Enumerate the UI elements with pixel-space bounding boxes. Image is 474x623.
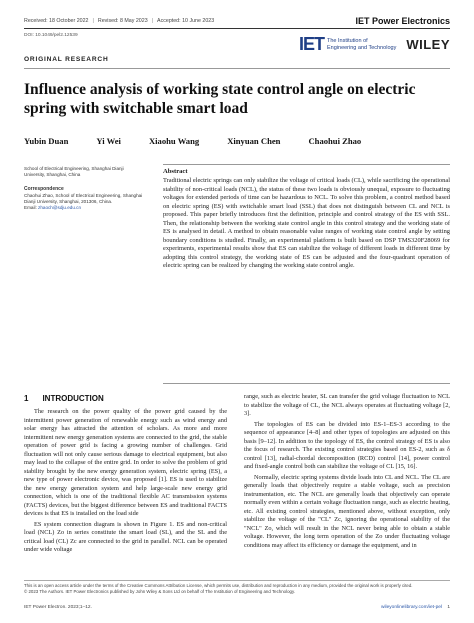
footer-right: [381, 605, 450, 610]
body-paragraph: range, such as electric heater, SL can transfer the grid voltage fluctuation to NCL to stabilize the voltage of CL, the NCL always operates at fluctuating voltage [2, 3].: [244, 393, 450, 417]
article-header: [24, 16, 450, 28]
email-label: Email:: [24, 205, 37, 210]
section-number: 1: [24, 394, 29, 403]
section-title: INTRODUCTION: [42, 394, 104, 403]
iet-logo-mark: IET: [298, 34, 324, 54]
wiley-logo[interactable]: WILEY: [406, 37, 450, 52]
affiliation-sidebar: [24, 166, 144, 211]
license-footnote: [24, 583, 450, 594]
body-paragraph: ES system connection diagram is shown in Figure 1. ES and non-critical load (NCL) Zo in series constitute the smart load (SL), and the SL and the critical load (CL) Zc are connected to the grid in parallel. NCL can be operated under wide voltage: [24, 520, 227, 553]
footnote-rule: [24, 580, 450, 581]
author-name[interactable]: Xinyuan Chen: [227, 136, 281, 146]
author-name[interactable]: Chaohui Zhao: [308, 136, 362, 146]
license-text: This is an open access article under the terms of the Creative Commons Attribution License, which permits use, distribution and reproduction in any medium, provided the original work is properly cited.: [24, 583, 413, 588]
journal-citation: IET Power Electron. 2023;1–12.: [24, 605, 92, 610]
section-heading: [24, 394, 104, 403]
author-list: [24, 136, 450, 146]
copyright-text: © 2023 The Authors. IET Power Electronics published by John Wiley & Sons Ltd on behalf of The Institution of Engineering and Technology.: [24, 588, 296, 594]
type-rule: [24, 68, 450, 69]
journal-name[interactable]: IET Power Electronics: [355, 16, 450, 26]
affiliation: School of Electrical Engineering, Shanghai Dianji University, Shanghai, China: [24, 166, 124, 177]
correspondence-email: [24, 205, 144, 211]
article-dates: Received: 18 October 2022 | Revised: 8 May 2023 | Accepted: 10 June 2023: [24, 18, 215, 24]
body-column-right: [244, 393, 450, 550]
body-paragraph: The research on the power quality of the power grid caused by the intermittent power generation of renewable energy such as wind energy and solar energy has attracted the attention of scholars. As more and more intermittent new energy generation systems are connected to the grid, the stable operation of power grid is facing a growing number of challenges. Grid fluctuation will not only cause serious damage to electrical equipment, but also may lead to the collapse of the entire grid. In order to solve the problem of grid stability brought by the new energy generation system, electric spring (ES), a new type of power electronic device, was proposed [1]. ES is used to stabilize the new energy generation system and help large-scale new energy grid connection, which is one of the traditional flexible AC transmission systems (FACTS) devices, but the biggest difference between ES and traditional FACTS devices is that ES is installed on the load side: [24, 408, 227, 517]
abstract-rule: [163, 383, 450, 384]
revised-date: Revised: 8 May 2023: [97, 18, 148, 24]
received-date: Received: 18 October 2022: [24, 18, 89, 24]
abstract-box: [163, 164, 450, 271]
publisher-logos: [299, 34, 450, 55]
accepted-date: Accepted: 10 June 2023: [157, 18, 215, 24]
body-column-left: [24, 408, 227, 555]
abstract-heading: Abstract: [163, 168, 188, 175]
correspondence-text: Chaohui Zhao, School of Electrical Engineering, Shanghai Dianji University, Shanghai, 201306, China.: [24, 193, 143, 204]
author-name[interactable]: Yubin Duan: [24, 136, 69, 146]
article-type: ORIGINAL RESEARCH: [24, 56, 109, 63]
header-rule: [24, 28, 450, 29]
body-paragraph: The topologies of ES can be divided into ES-1–ES-3 according to the sequence of appearance [4–8] and other types of topologies are adjusted on this basis [9–12]. In addition to the topology of ES, the control strategy of ES is also the focus of research. The existing control strategies based on ES-2, such as δ control [13], radial-chordal decomposition (RCD) control [14], power control and fixed-angle control both can stabilize the voltage of CL [15, 16].: [244, 420, 450, 470]
article-title: Influence analysis of working state control angle on electric spring with switchable smart load: [24, 81, 416, 117]
author-name[interactable]: Yi Wei: [96, 136, 121, 146]
iet-logo-text: The Institution of Engineering and Technology: [327, 38, 397, 51]
iet-logo[interactable]: [299, 34, 396, 55]
email-link[interactable]: zhaoch@sdju.edu.cn: [38, 205, 82, 210]
journal-url-link[interactable]: wileyonlinelibrary.com/iet-pel: [381, 605, 442, 610]
abstract-text: Traditional electric springs can only stabilize the voltage of critical loads (CL), while sacrificing the operational stability of non-critical loads (NCL), the status of these two loads is obviously unequal, exposure to fluctuating voltages for extended periods of time can be hazardous to NCL. To solve this problem, a control method based on electric spring (ES) with switchable smart load (SSL) that does not distinguish between CL and NCL is proposed. This paper briefly introduces first the definition, principle and control strategy of the ES with SSL. Then, the relationship between the working state control angle in this control strategy and the working state of ES is analysed in detail. A method to obtain reasonable value ranges of working state control angle by setting boundary conditions is studied. Finally, an experimental platform is built based on DSP TMS320F28069 for experiments, experimental results show that ES can stabilize the voltage of different loads in different time by adopting this control strategy, the working state of ES can be adjusted and the four-quadrant operation of electric spring can be realized by changing the working state control angle.: [163, 177, 450, 269]
body-paragraph: Normally, electric spring systems divide loads into CL and NCL. The CL are generally loads that objectively require a stable voltage, such as precision instrumentation, etc. The NCL are generally loads that objectively can operate normally even within a certain voltage fluctuation range, such as electric heating, etc. All existing control strategies, mentioned above, without exception, only stabilize the voltage of the "CL" Zc, ignoring the operational stability of the "NCL" Zo, which will result in the NCL never being able to obtain a stable voltage. However, the long term operation of the Zo under fluctuating voltage conditions may affect its efficiency or damage the equipment, and in: [244, 473, 450, 549]
author-name[interactable]: Xiaohu Wang: [148, 136, 200, 146]
correspondence-heading: Correspondence: [24, 186, 64, 192]
page-number: 1: [447, 605, 450, 610]
doi-link[interactable]: DOI: 10.1049/pel2.12539: [24, 33, 78, 38]
